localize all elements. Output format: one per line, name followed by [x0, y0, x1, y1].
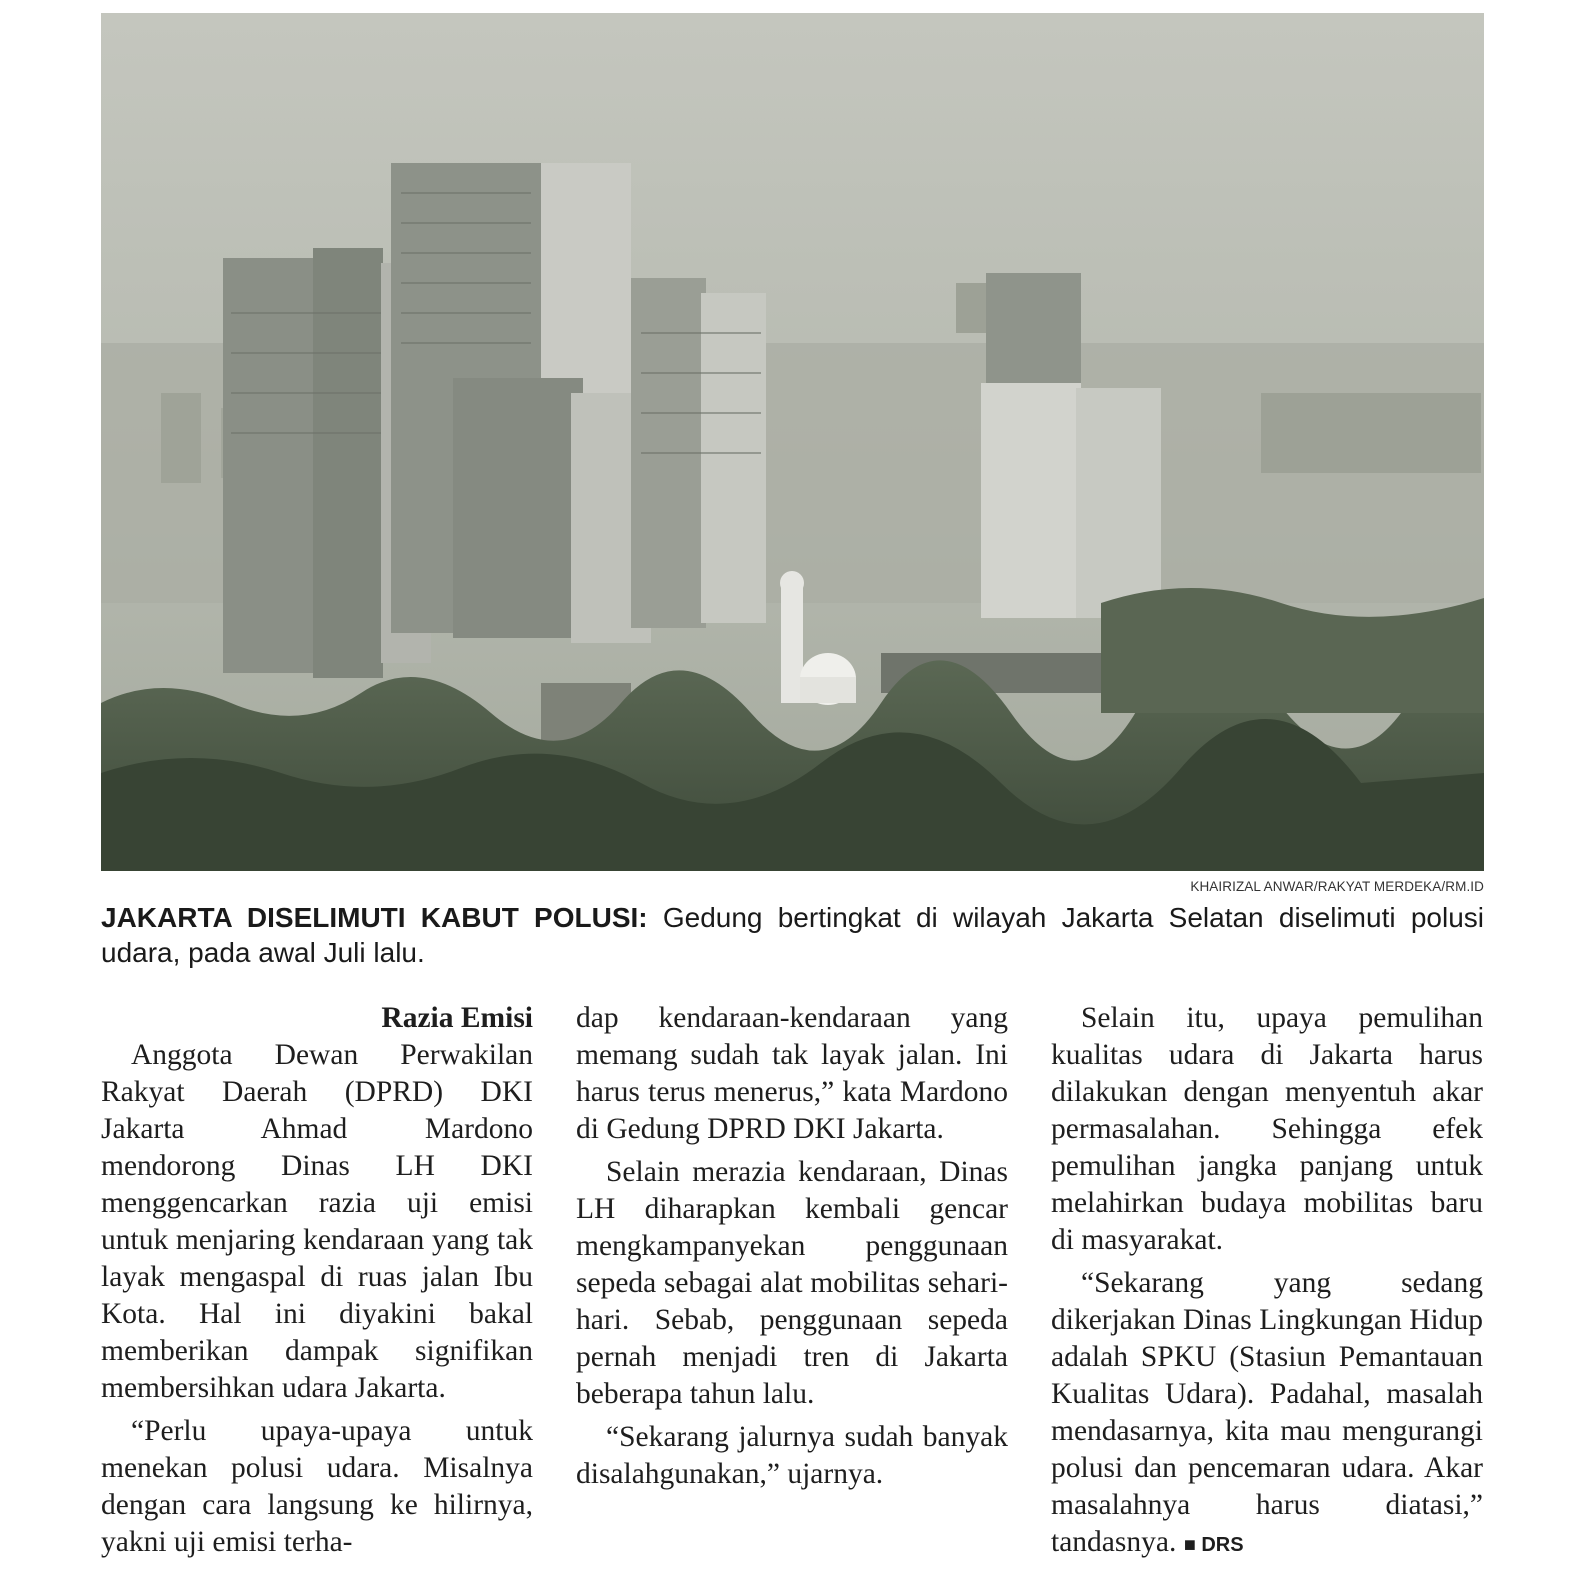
article-paragraph-continued: dap kendaraan-kendaraan yang memang sudah tak layak jalan. Ini harus terus menerus,” kata Mardono di Gedung DPRD DKI Jakarta. [576, 1002, 1008, 1145]
caption-text: Gedung bertingkat di wilayah Jakarta Selatan diselimuti polusi udara, pada awal Juli lalu. [101, 902, 1484, 968]
photo-credit: KHAIRIZAL ANWAR/RAKYAT MERDEKA/RM.ID [1190, 879, 1484, 894]
article-paragraph: “Sekarang jalurnya sudah banyak disalahgunakan,” ujarnya. [576, 1421, 1008, 1490]
article-end-mark: ■ DRS [1183, 1534, 1244, 1556]
article-paragraph [1051, 1265, 1483, 1564]
news-photo [101, 13, 1484, 871]
hazy-skyline-illustration [101, 13, 1484, 871]
article-paragraph-text: “Sekarang yang sedang dikerjakan Dinas Lingkungan Hidup adalah SPKU (Stasiun Pemantauan Kualitas Udara). Padahal, masalah mendasarnya, kita mau mengurangi polusi dan pencemaran udara. Akar masalahnya harus diatasi,” tandasnya. [1051, 1267, 1483, 1558]
article-column-1 [101, 1000, 533, 1567]
article-column-2 [576, 1000, 1008, 1499]
article-subhead: Razia Emisi [381, 1002, 533, 1034]
article-paragraph: Selain itu, upaya pemulihan kualitas udara di Jakarta harus dilakukan dengan menyentuh akar permasalahan. Sehingga efek pemulihan jangka panjang untuk melahirkan budaya mobilitas baru di masyarakat. [1051, 1002, 1483, 1256]
photo-caption [101, 900, 1484, 970]
article-paragraph: “Perlu upaya-upaya untuk menekan polusi udara. Misalnya dengan cara langsung ke hilirnya, yakni uji emisi terha- [101, 1415, 533, 1558]
article-paragraph: Anggota Dewan Perwakilan Rakyat Daerah (DPRD) DKI Jakarta Ahmad Mardono mendorong Dinas LH DKI menggencarkan razia uji emisi untuk menjaring kendaraan yang tak layak mengaspal di ruas jalan Ibu Kota. Hal ini diyakini bakal memberikan dampak signifikan membersihkan udara Jakarta. [101, 1039, 533, 1404]
caption-lead: JAKARTA DISELIMUTI KABUT POLUSI: [101, 902, 648, 933]
article-paragraph: Selain merazia kendaraan, Dinas LH diharapkan kembali gencar mengkampanyekan penggunaan sepeda sebagai alat mobilitas sehari-hari. Sebab, penggunaan sepeda pernah menjadi tren di Jakarta beberapa tahun lalu. [576, 1156, 1008, 1410]
article-column-3 [1051, 1000, 1483, 1570]
